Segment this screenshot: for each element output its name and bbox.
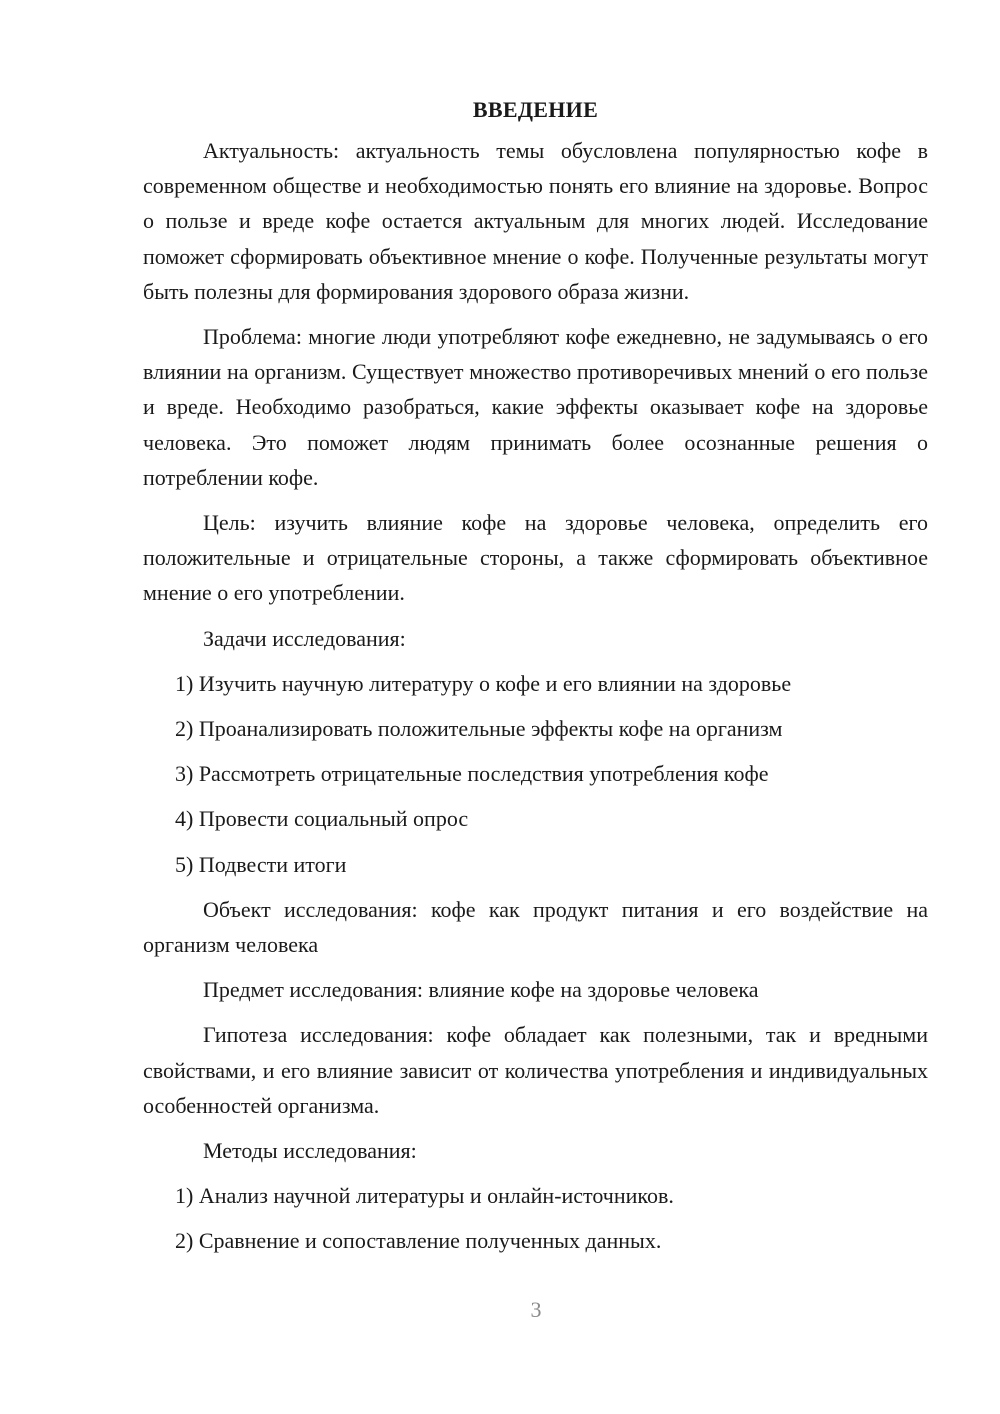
- tasks-heading: Задачи исследования:: [203, 625, 406, 651]
- subject-paragraph: Предмет исследования: влияние кофе на здоровье человека: [203, 977, 759, 1003]
- methods-heading: Методы исследования:: [203, 1138, 417, 1164]
- goal-paragraph: Цель: изучить влияние кофе на здоровье человека, определить его положительные и отрицательные стороны, а также сформировать объективное мнение о его употреблении.: [143, 510, 928, 606]
- problem-paragraph: Проблема: многие люди употребляют кофе ежедневно, не задумываясь о его влиянии на организм. Существует множество противоречивых мнений о его пользе и вреде. Необходимо разобраться, какие эффекты оказывает кофе на здоровье человека. Это поможет людям принимать более осознанные решения о потреблении кофе.: [143, 324, 928, 490]
- page-number: 3: [530, 1297, 542, 1322]
- task-item: 2) Проанализировать положительные эффекты кофе на организм: [175, 716, 783, 742]
- method-item: 2) Сравнение и сопоставление полученных данных.: [175, 1228, 662, 1254]
- task-item: 5) Подвести итоги: [175, 851, 347, 877]
- tasks-list: [143, 666, 928, 882]
- task-item: 4) Провести социальный опрос: [175, 806, 469, 832]
- page-content: [143, 92, 928, 1269]
- hypothesis-paragraph: Гипотеза исследования: кофе обладает как полезными, так и вредными свойствами, и его влияние зависит от количества употребления и индивидуальных особенностей организма.: [143, 1022, 928, 1118]
- relevance-paragraph: Актуальность: актуальность темы обусловлена популярностью кофе в современном обществе и необходимостью понять его влияние на здоровье. Вопрос о пользе и вреде кофе остается актуальным для многих людей. Исследование поможет сформировать объективное мнение о кофе. Полученные результаты могут быть полезны для формирования здорового образа жизни.: [143, 138, 928, 304]
- object-paragraph: Объект исследования: кофе как продукт питания и его воздействие на организм человека: [143, 896, 928, 958]
- task-item: 1) Изучить научную литературу о кофе и его влиянии на здоровье: [175, 670, 792, 696]
- method-item: 1) Анализ научной литературы и онлайн-источников.: [175, 1183, 674, 1209]
- task-item: 3) Рассмотреть отрицательные последствия употребления кофе: [175, 761, 769, 787]
- section-title: ВВЕДЕНИЕ: [472, 97, 599, 122]
- methods-list: [143, 1178, 928, 1258]
